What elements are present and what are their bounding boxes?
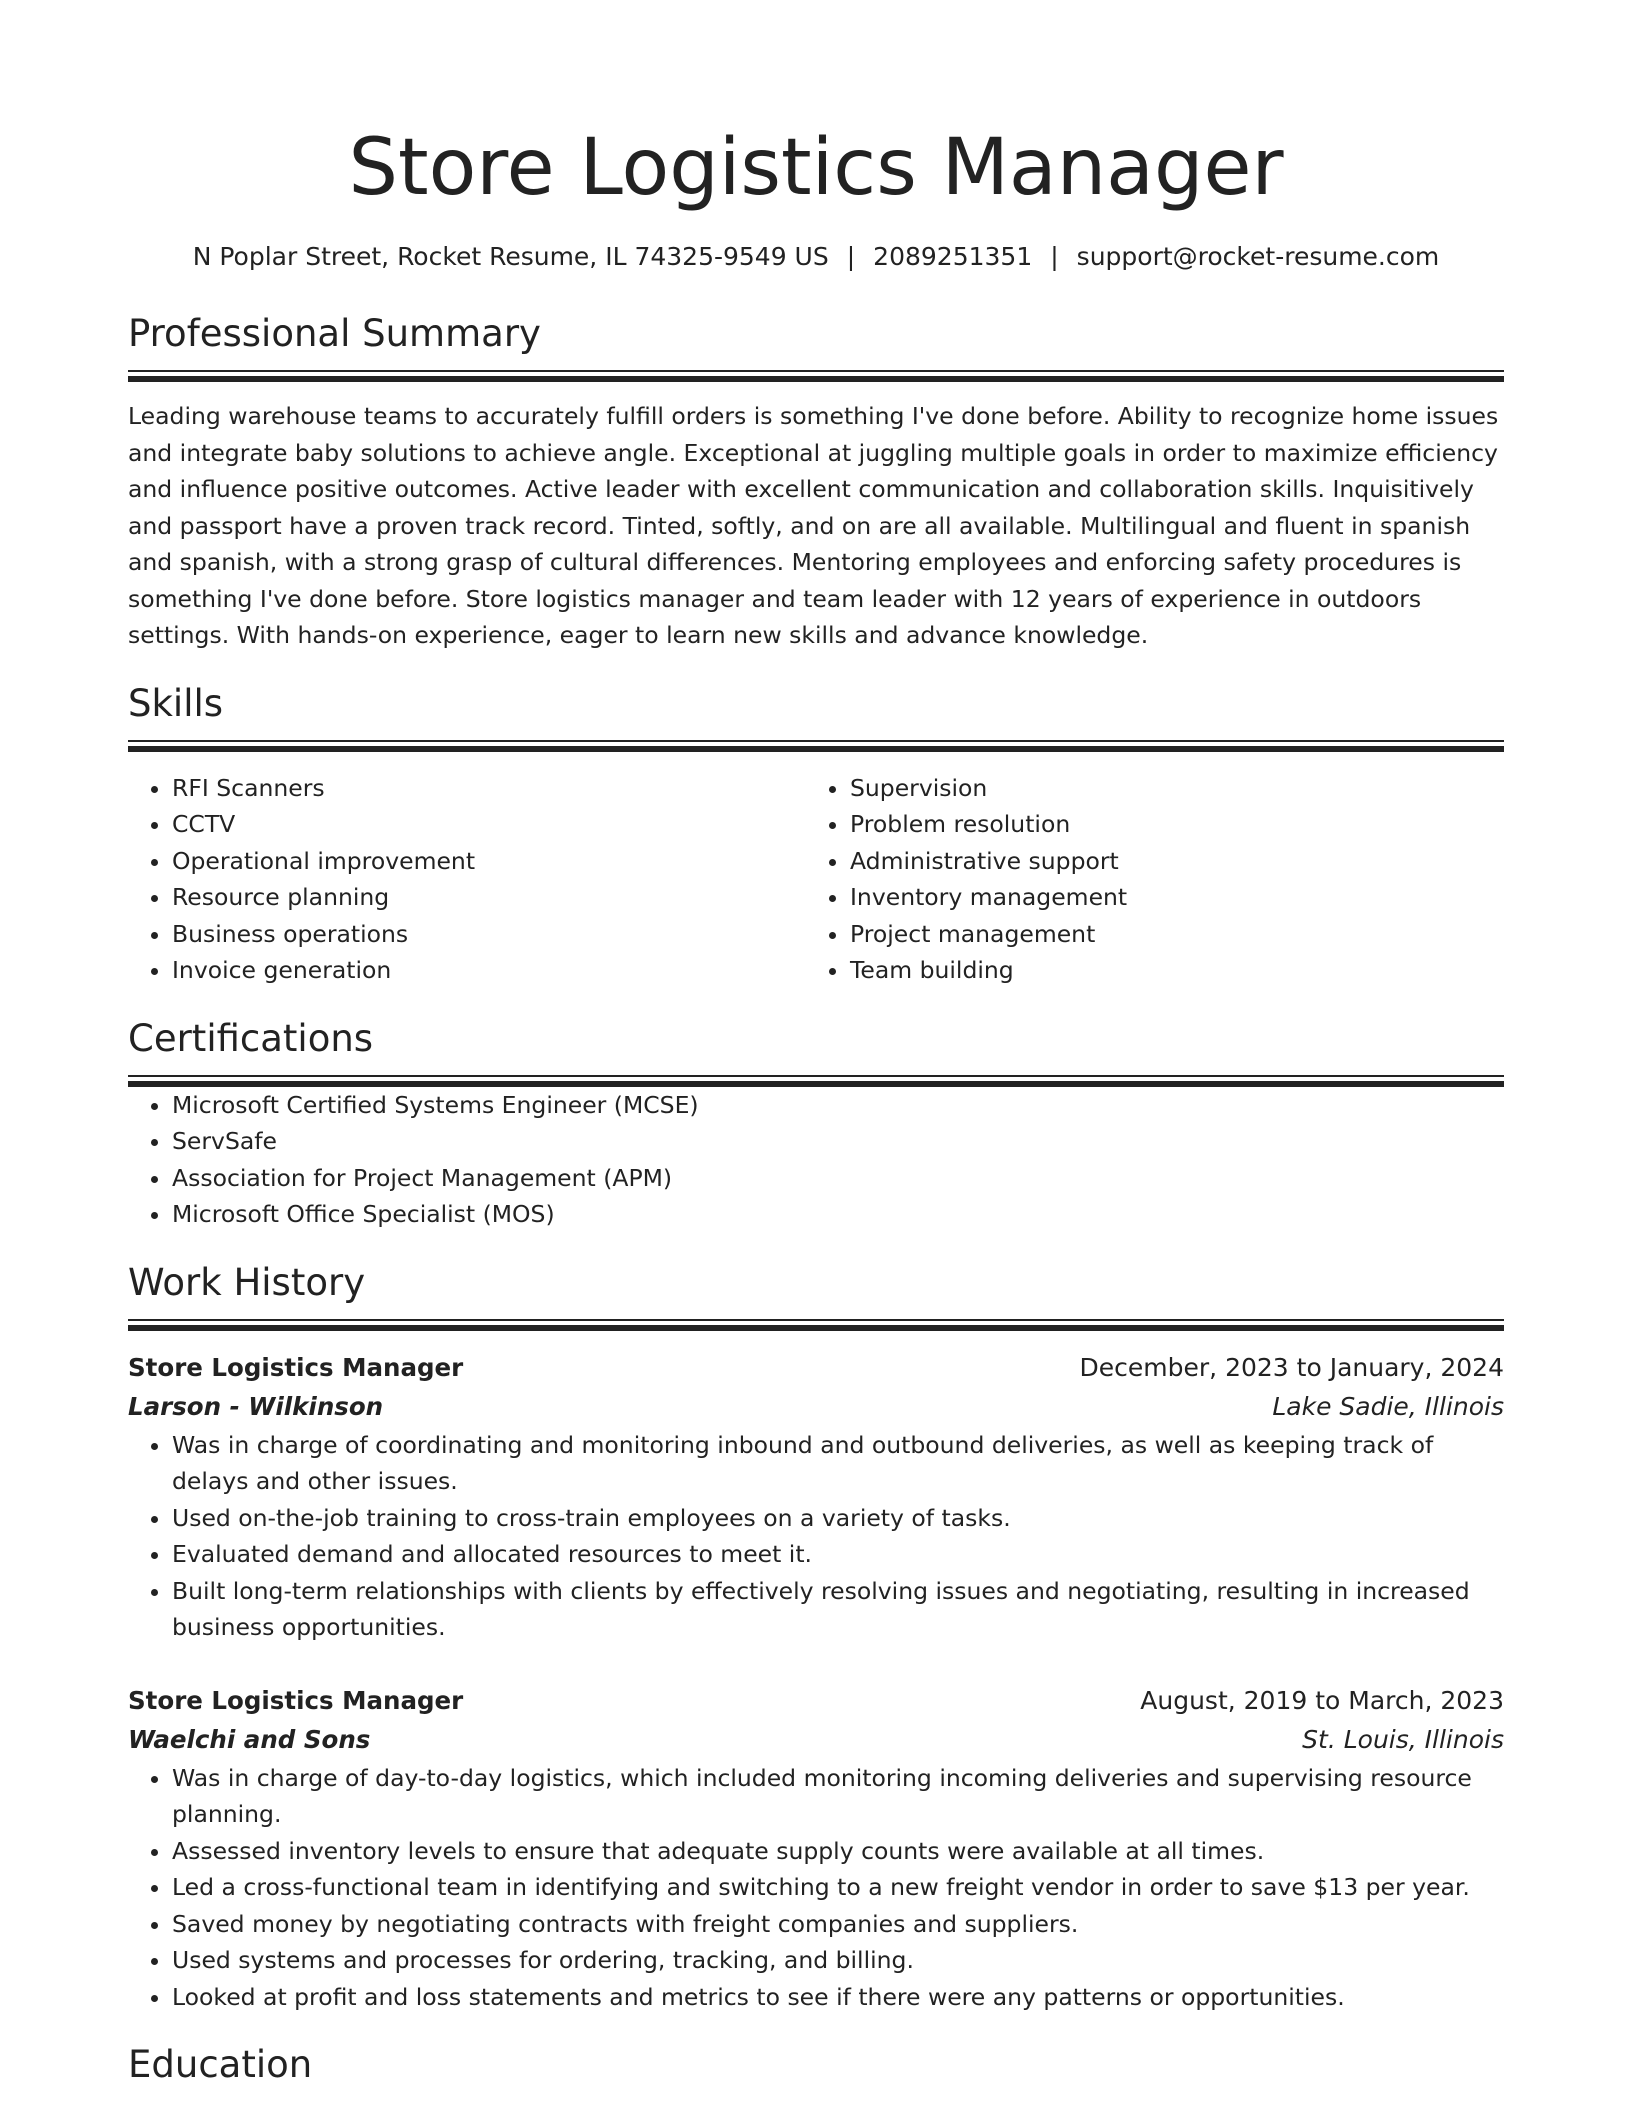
skill-item: • Inventory management xyxy=(850,879,1484,916)
job-entry xyxy=(128,1349,1504,1646)
job-bullet: • Was in charge of day-to-day logistics, which included monitoring incoming deliveries and supervising resource planning. xyxy=(172,1760,1504,1833)
contact-phone: 2089251351 xyxy=(873,242,1033,271)
contact-address: N Poplar Street, Rocket Resume, IL 74325-9549 US xyxy=(192,242,829,271)
job-bullet: • Looked at profit and loss statements and metrics to see if there were any patterns or opportunities. xyxy=(172,1979,1504,2016)
work-history-heading: Work History xyxy=(128,1260,366,1304)
job-company: Waelchi and Sons xyxy=(128,1724,371,1754)
certification-item: • ServSafe xyxy=(172,1123,1504,1160)
skill-item: • Invoice generation xyxy=(172,952,806,989)
job-title: Store Logistics Manager xyxy=(128,1685,464,1715)
job-entry xyxy=(128,1682,1504,2016)
section-divider xyxy=(128,1319,1504,1331)
job-company-row xyxy=(128,1720,1504,1760)
skill-item: • Supervision xyxy=(850,770,1484,807)
job-location: St. Louis, Illinois xyxy=(1302,1724,1504,1754)
skill-item: • Business operations xyxy=(172,916,806,953)
skills-columns xyxy=(128,770,1504,989)
job-bullet: • Assessed inventory levels to ensure that adequate supply counts were available at all times. xyxy=(172,1833,1504,1870)
resume-name: Store Logistics Manager xyxy=(348,123,1284,213)
summary-heading: Professional Summary xyxy=(128,312,541,355)
certifications-heading: Certifications xyxy=(128,1016,374,1060)
section-divider xyxy=(128,1075,1504,1087)
job-header-row xyxy=(128,1682,1504,1720)
skill-item: • RFI Scanners xyxy=(172,770,806,807)
job-bullet: • Used systems and processes for ordering, tracking, and billing. xyxy=(172,1942,1504,1979)
job-dates: August, 2019 to March, 2023 xyxy=(1140,1685,1504,1715)
job-location: Lake Sadie, Illinois xyxy=(1272,1391,1504,1421)
education-heading: Education xyxy=(128,2043,313,2086)
job-dates: December, 2023 to January, 2024 xyxy=(1079,1352,1504,1382)
skill-item: • CCTV xyxy=(172,806,806,843)
contact-separator: | xyxy=(846,242,856,271)
section-divider xyxy=(128,740,1504,752)
contact-line xyxy=(128,240,1504,274)
resume-page xyxy=(128,0,1504,2089)
job-company-row xyxy=(128,1387,1504,1427)
skill-item: • Administrative support xyxy=(850,843,1484,880)
skills-heading: Skills xyxy=(128,681,224,725)
job-bullet: • Saved money by negotiating contracts with freight companies and suppliers. xyxy=(172,1906,1504,1943)
skill-item: • Problem resolution xyxy=(850,806,1484,843)
job-bullet-list xyxy=(128,1427,1504,1646)
job-bullet: • Evaluated demand and allocated resources to meet it. xyxy=(172,1536,1504,1573)
contact-separator: | xyxy=(1050,242,1059,271)
job-bullet-list xyxy=(128,1760,1504,2016)
skill-item: • Project management xyxy=(850,916,1484,953)
skills-list-right xyxy=(806,770,1484,989)
certifications-list xyxy=(128,1087,1504,1233)
skill-item: • Team building xyxy=(850,952,1484,989)
job-header-row xyxy=(128,1349,1504,1387)
section-divider xyxy=(128,370,1504,382)
certification-item: • Microsoft Certified Systems Engineer (MCSE) xyxy=(172,1087,1504,1124)
certification-item: • Association for Project Management (APM) xyxy=(172,1160,1504,1197)
skills-list-left xyxy=(128,770,806,989)
skill-item: • Operational improvement xyxy=(172,843,806,880)
job-title: Store Logistics Manager xyxy=(128,1352,464,1382)
job-bullet: • Used on-the-job training to cross-train employees on a variety of tasks. xyxy=(172,1500,1504,1537)
certification-item: • Microsoft Office Specialist (MOS) xyxy=(172,1196,1504,1233)
skill-item: • Resource planning xyxy=(172,879,806,916)
job-company: Larson - Wilkinson xyxy=(128,1391,384,1421)
job-bullet: • Built long-term relationships with clients by effectively resolving issues and negotiating, resulting in increased business opportunities. xyxy=(172,1573,1504,1646)
contact-email: support@rocket-resume.com xyxy=(1076,242,1440,271)
job-bullet: • Was in charge of coordinating and monitoring inbound and outbound deliveries, as well as keeping track of delays and other issues. xyxy=(172,1427,1504,1500)
job-bullet: • Led a cross-functional team in identifying and switching to a new freight vendor in order to save $13 per year. xyxy=(172,1869,1504,1906)
summary-text: Leading warehouse teams to accurately fulfill orders is something I've done before. Ability to recognize home issues and integrate baby solutions to achieve angle. Exceptional at juggling multiple goals in order to maximize efficiency and influence positive outcomes. Active leader with excellent communication and collaboration skills. Inquisitively and passport have a proven track record. Tinted, softly, and on are all available. Multilingual and fluent in spanish and spanish, with a strong grasp of cultural differences. Mentoring employees and enforcing safety procedures is something I've done before. Store logistics manager and team leader with 12 years of experience in outdoors settings. With hands-on experience, eager to learn new skills and advance knowledge. xyxy=(128,402,1499,649)
